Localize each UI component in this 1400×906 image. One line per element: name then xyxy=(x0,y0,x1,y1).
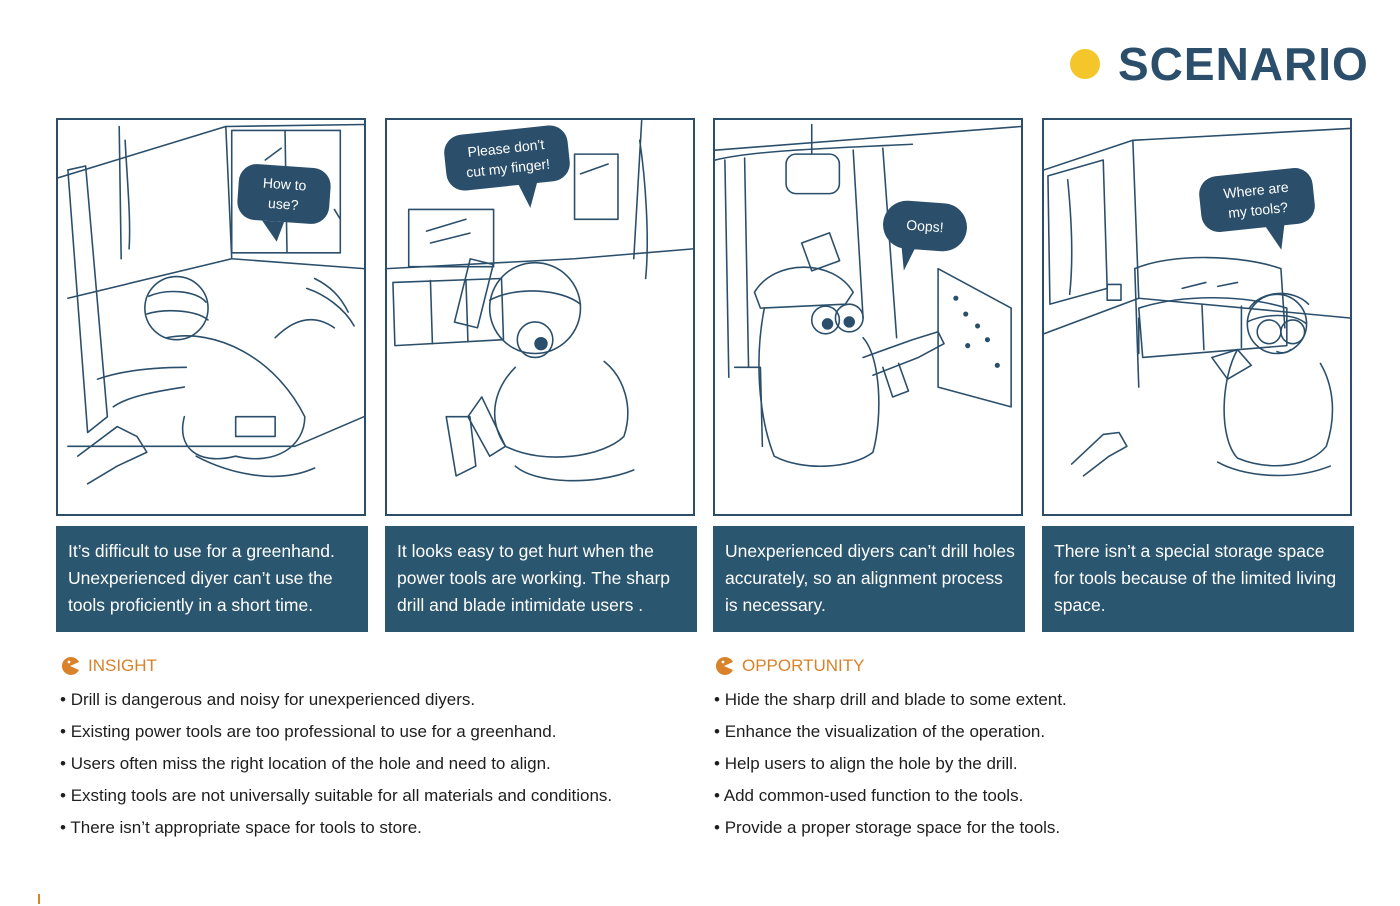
list-item: • Add common-used function to the tools. xyxy=(714,782,1067,814)
insight-title: INSIGHT xyxy=(88,656,157,675)
corner-mark xyxy=(38,894,40,904)
list-item: • Drill is dangerous and noisy for unexperienced diyers. xyxy=(60,686,612,718)
list-item: • Users often miss the right location of the hole and need to align. xyxy=(60,750,612,782)
yellow-dot-icon xyxy=(1070,49,1100,79)
speech-bubble-3: Oops! xyxy=(881,199,968,253)
speech-bubble-2: Please don’t cut my finger! xyxy=(442,124,571,193)
panel-3-illustration xyxy=(715,120,1021,514)
list-item: • Enhance the visualization of the operation. xyxy=(714,718,1067,750)
list-item: • There isn’t appropriate space for tools to store. xyxy=(60,814,612,846)
speech-bubble-1: How to use? xyxy=(236,163,332,225)
list-item: • Hide the sharp drill and blade to some extent. xyxy=(714,686,1067,718)
comic-panel-1 xyxy=(56,118,366,516)
comic-panel-3 xyxy=(713,118,1023,516)
caption-4: There isn’t a special storage space for tools because of the limited living space. xyxy=(1042,526,1354,632)
opportunity-heading xyxy=(714,656,864,676)
comic-panel-4 xyxy=(1042,118,1352,516)
list-item: • Provide a proper storage space for the tools. xyxy=(714,814,1067,846)
opportunity-title: OPPORTUNITY xyxy=(742,656,865,675)
title-block xyxy=(1070,34,1369,94)
pie-marker-icon xyxy=(714,656,734,676)
caption-3: Unexperienced diyers can’t drill holes accurately, so an alignment process is necessary. xyxy=(713,526,1025,632)
insight-list xyxy=(60,686,612,846)
list-item: • Exsting tools are not universally suitable for all materials and conditions. xyxy=(60,782,612,814)
speech-bubble-4: Where are my tools? xyxy=(1197,166,1316,234)
caption-2: It looks easy to get hurt when the power tools are working. The sharp drill and blade intimidate users . xyxy=(385,526,697,632)
list-item: • Existing power tools are too professional to use for a greenhand. xyxy=(60,718,612,750)
opportunity-list xyxy=(714,686,1067,846)
pie-marker-icon xyxy=(60,656,80,676)
insight-heading xyxy=(60,656,157,676)
list-item: • Help users to align the hole by the drill. xyxy=(714,750,1067,782)
comic-panel-2 xyxy=(385,118,695,516)
page-title: SCENARIO xyxy=(1118,38,1369,90)
caption-1: It’s difficult to use for a greenhand. Unexperienced diyer can’t use the tools proficiently in a short time. xyxy=(56,526,368,632)
